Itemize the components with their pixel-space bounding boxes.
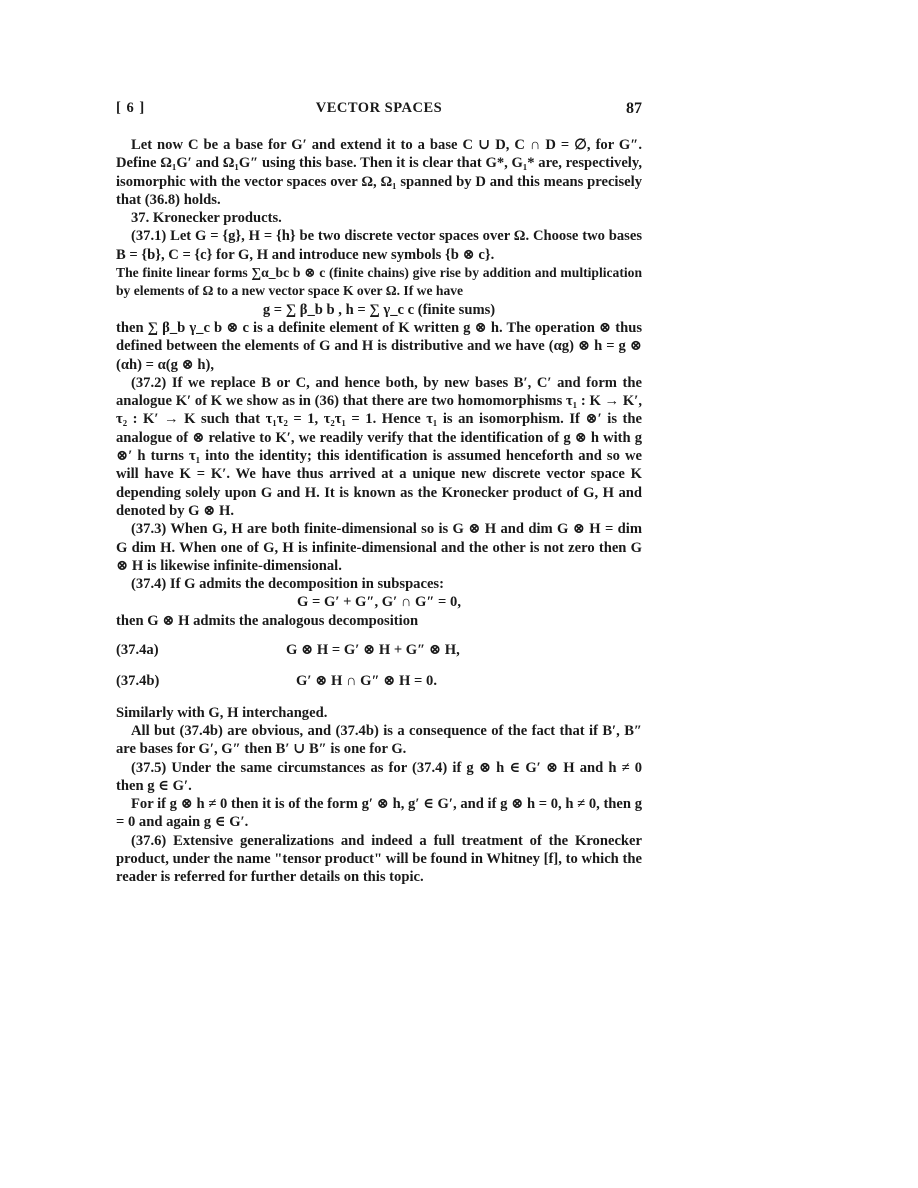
equation-label: (37.4b) xyxy=(116,673,160,690)
equation-expression: G′ ⊗ H ∩ G″ ⊗ H = 0. xyxy=(296,673,437,690)
paragraph-37-4: (37.4) If G admits the decomposition in subspaces: xyxy=(131,576,444,593)
paragraph-proof-37-4: All but (37.4b) are obvious, and (37.4b) is a consequence of the fact that if B′, B″ are bases for G′, G″ then B′ ∪ B″ is one for G. xyxy=(116,722,642,758)
equation-finite-sums: g = ∑ β_b b , h = ∑ γ_c c (finite sums) xyxy=(262,301,496,318)
paragraph-37-5: (37.5) Under the same circumstances as for (37.4) if g ⊗ h ∈ G′ ⊗ H and h ≠ 0 then g ∈ G′. xyxy=(116,759,642,794)
equation-label: (37.4a) xyxy=(116,642,159,659)
page-body xyxy=(116,136,642,887)
paragraph-37-1-cont: then ∑ β_b γ_c b ⊗ c is a definite element of K written g ⊗ h. The operation ⊗ thus defined between the elements of G and H is distributive and we have (αg) ⊗ h = g ⊗ (αh) = α(g ⊗ h), xyxy=(116,319,642,373)
equation-37-4a xyxy=(116,641,642,659)
paragraph-37-4-cont: then G ⊗ H admits the analogous decomposition xyxy=(116,612,419,629)
running-title: VECTOR SPACES xyxy=(315,100,443,116)
paragraph-interchanged: Similarly with G, H interchanged. xyxy=(116,704,328,721)
section-heading-37: 37. Kronecker products. xyxy=(131,210,282,227)
running-header xyxy=(116,100,642,120)
paragraph-37-2: (37.2) If we replace B or C, and hence both, by new bases B′, C′ and form the analogue K′ of K we show as in (36) that there are two homomorphisms τ₁ : K → K′, τ₂ : K′ → K such that τ₁τ₂ = 1, τ₂τ₁ = 1. Hence τ₁ is an isomorphism. If ⊗′ is the analogue of ⊗ relative to K′, we readily verify that the identification of g ⊗ h with g ⊗′ h turns τ₁ into the identity; this identification is assumed henceforth and so we will have K = K′. We have thus arrived at a unique new discrete vector space K depending solely upon G and H. It is known as the Kronecker product of G, H and denoted by G ⊗ H. xyxy=(116,374,642,519)
page-number: 87 xyxy=(626,100,642,117)
equation-decomposition: G = G′ + G″, G′ ∩ G″ = 0, xyxy=(297,594,461,611)
paragraph-37-1-forms: The finite linear forms ∑α_bc b ⊗ c (finite chains) give rise by addition and multiplication by elements of Ω to a new vector space K over Ω. If we have xyxy=(116,265,642,299)
paragraph-proof-37-5: For if g ⊗ h ≠ 0 then it is of the form g′ ⊗ h, g′ ∈ G′, and if g ⊗ h = 0, h ≠ 0, then g = 0 and again g ∈ G′. xyxy=(116,796,642,831)
paragraph-37-6: (37.6) Extensive generalizations and indeed a full treatment of the Kronecker product, under the name "tensor product" will be found in Whitney [f], to which the reader is referred for further details on this topic. xyxy=(116,832,642,886)
paragraph-37-3: (37.3) When G, H are both finite-dimensional so is G ⊗ H and dim G ⊗ H = dim G dim H. When one of G, H is infinite-dimensional and the other is not zero then G ⊗ H is likewise infinite-dimensional. xyxy=(116,521,642,574)
equation-37-4b xyxy=(116,672,642,690)
paragraph-intro: Let now C be a base for G′ and extend it to a base C ∪ D, C ∩ D = ∅, for G″. Define Ω₁G′ and Ω₁G″ using this base. Then it is clear that G*, G₁* are, respectively, isomorphic with the vector spaces over Ω, Ω₁ spanned by D and this means precisely that (36.8) holds. xyxy=(116,137,642,208)
equation-expression: G ⊗ H = G′ ⊗ H + G″ ⊗ H, xyxy=(286,642,460,659)
paragraph-37-1: (37.1) Let G = {g}, H = {h} be two discrete vector spaces over Ω. Choose two bases B = {b}, C = {c} for G, H and introduce new symbols {b ⊗ c}. xyxy=(116,228,642,263)
section-marker: [ 6 ] xyxy=(116,100,146,116)
